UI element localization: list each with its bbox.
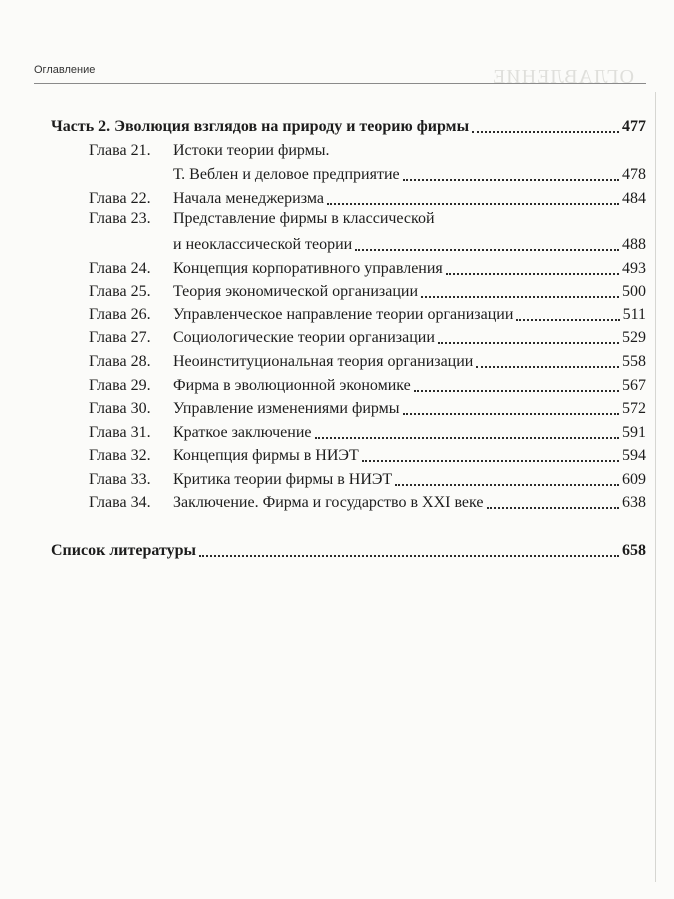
chapter-title: Социологические теории организации xyxy=(173,329,435,346)
chapter-title: Начала менеджеризма xyxy=(173,190,324,207)
leader-dots xyxy=(472,131,619,133)
toc-chapter-33[interactable] xyxy=(89,465,646,489)
toc-chapter-26[interactable] xyxy=(89,300,646,324)
chapter-label: Глава 31. xyxy=(89,424,151,441)
chapter-title: Концепция фирмы в НИЭТ xyxy=(173,447,359,464)
chapter-label: Глава 27. xyxy=(89,329,151,346)
chapter-title: Фирма в эволюционной экономике xyxy=(173,377,411,394)
chapter-label: Глава 21. xyxy=(89,142,151,159)
page-number: 493 xyxy=(622,260,646,277)
toc-chapter-25[interactable] xyxy=(89,277,646,301)
leader-dots xyxy=(476,366,619,368)
leader-dots xyxy=(315,437,619,439)
chapter-title: Истоки теории фирмы. xyxy=(173,142,330,159)
chapter-label: Глава 26. xyxy=(89,306,151,323)
leader-dots xyxy=(516,319,619,321)
chapter-title: Представление фирмы в классической xyxy=(173,210,435,227)
chapter-label: Глава 32. xyxy=(89,447,151,464)
leader-dots xyxy=(327,203,619,205)
leader-dots xyxy=(403,413,619,415)
chapter-title: Концепция корпоративного управления xyxy=(173,260,443,277)
leader-dots xyxy=(421,296,619,298)
toc-chapter-29[interactable] xyxy=(89,371,646,395)
chapter-label: Глава 24. xyxy=(89,260,151,277)
leader-dots xyxy=(487,507,620,509)
chapter-title: Неоинституциональная теория организации xyxy=(173,353,474,370)
page-number: 478 xyxy=(622,166,646,183)
page-number: 529 xyxy=(622,329,646,346)
chapter-label: Глава 30. xyxy=(89,400,151,417)
bibliography-title: Список литературы xyxy=(51,542,196,559)
toc-chapter-32[interactable] xyxy=(89,441,646,465)
chapter-title: Критика теории фирмы в НИЭТ xyxy=(173,471,393,488)
chapter-label: Глава 34. xyxy=(89,494,151,511)
chapter-label: Глава 25. xyxy=(89,283,151,300)
page-number: 477 xyxy=(622,118,646,135)
chapter-title-continued: Т. Веблен и деловое предприятие xyxy=(173,166,400,183)
page-number: 511 xyxy=(622,306,646,323)
page-number: 609 xyxy=(622,471,646,488)
page-number: 572 xyxy=(622,400,646,417)
toc-chapter-30[interactable] xyxy=(89,394,646,418)
chapter-title: Заключение. Фирма и государство в XXI веке xyxy=(173,494,484,511)
toc-chapter-31[interactable] xyxy=(89,418,646,442)
toc-chapter-27[interactable] xyxy=(89,323,646,347)
toc-part-2[interactable] xyxy=(51,112,646,136)
chapter-title: Управленческое направление теории организации xyxy=(173,306,514,323)
leader-dots xyxy=(199,555,619,557)
chapter-title: Теория экономической организации xyxy=(173,283,419,300)
leader-dots xyxy=(362,460,619,462)
leader-dots xyxy=(355,249,619,251)
page-number: 500 xyxy=(622,283,646,300)
page-number: 658 xyxy=(622,542,646,559)
leader-dots xyxy=(395,484,619,486)
toc-chapter-23-line1[interactable] xyxy=(89,210,435,228)
chapter-label: Глава 28. xyxy=(89,353,151,370)
chapter-label: Глава 29. xyxy=(89,377,151,394)
page-number: 558 xyxy=(622,353,646,370)
chapter-label: Глава 33. xyxy=(89,471,151,488)
chapter-label: Глава 22. xyxy=(89,190,151,207)
chapter-title-continued: и неоклассической теории xyxy=(173,236,353,253)
leader-dots xyxy=(403,179,619,181)
toc-chapter-24[interactable] xyxy=(89,254,646,278)
toc-bibliography[interactable] xyxy=(51,536,646,560)
page-number: 591 xyxy=(622,424,646,441)
leader-dots xyxy=(446,273,619,275)
page-number: 567 xyxy=(622,377,646,394)
chapter-label: Глава 23. xyxy=(89,210,151,227)
page-number: 594 xyxy=(622,447,646,464)
toc-chapter-21[interactable] xyxy=(173,160,646,184)
chapter-title: Краткое заключение xyxy=(173,424,312,441)
part-title: Часть 2. Эволюция взглядов на природу и теорию фирмы xyxy=(51,118,470,135)
toc-chapter-28[interactable] xyxy=(89,347,646,371)
leader-dots xyxy=(438,342,619,344)
page-number: 484 xyxy=(622,190,646,207)
page-number: 638 xyxy=(622,494,646,511)
page-number: 488 xyxy=(622,236,646,253)
toc-chapter-22[interactable] xyxy=(89,184,646,208)
toc-chapter-21-line1[interactable] xyxy=(89,142,330,160)
chapter-title: Управление изменениями фирмы xyxy=(173,400,400,417)
toc-chapter-23[interactable] xyxy=(173,230,646,254)
running-head: Оглавление xyxy=(34,64,96,76)
leader-dots xyxy=(414,390,619,392)
bleed-through-heading: ОГЛАВЛЕНИЕ xyxy=(492,66,634,88)
toc-chapter-34[interactable] xyxy=(89,488,646,512)
